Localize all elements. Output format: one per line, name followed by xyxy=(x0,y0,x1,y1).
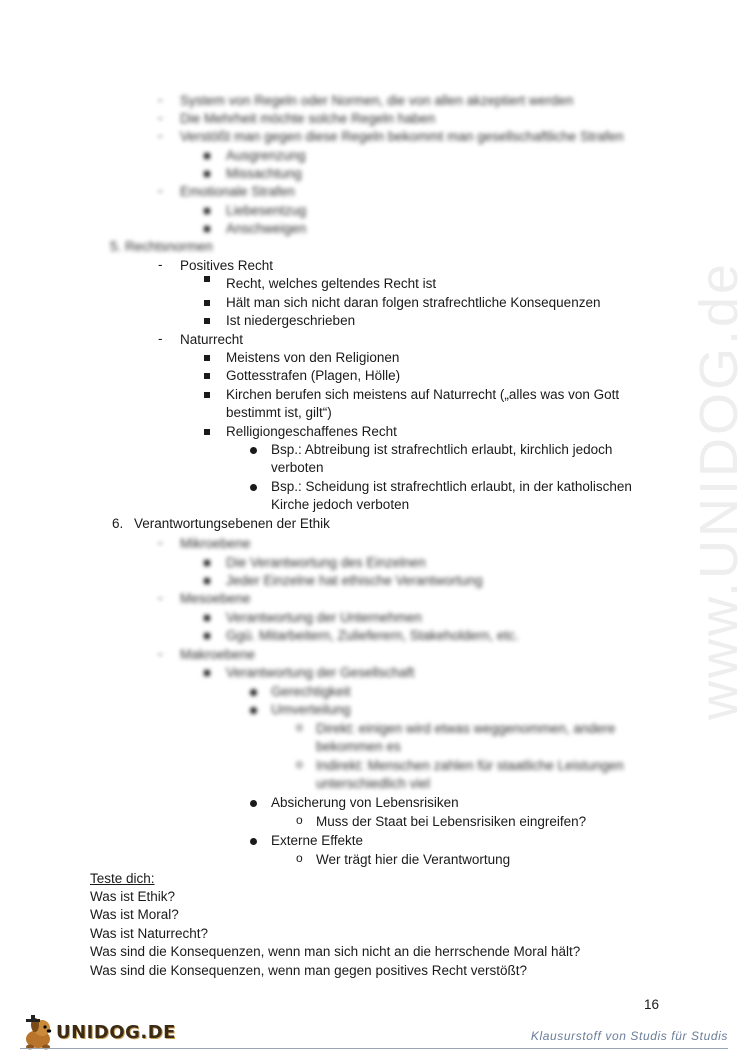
blurred-line: Jeder Einzelne hat ethische Verantwortung xyxy=(226,573,483,588)
quiz-question: Was ist Naturrecht? xyxy=(90,926,209,941)
blurred-line: Umverteilung xyxy=(271,702,351,717)
quiz-question: Was ist Moral? xyxy=(90,907,179,922)
logo-text: UNIDOG.DE xyxy=(56,1022,176,1043)
blurred-line: bekommen es xyxy=(316,739,401,754)
quiz-question: Was ist Ethik? xyxy=(90,889,176,904)
list-item-continuation: verboten xyxy=(271,460,324,475)
blurred-line: Verstößt man gegen diese Regeln bekommt man gesellschaftliche Strafen xyxy=(180,129,624,144)
footer-tagline: Klausurstoff von Studis für Studis xyxy=(530,1029,728,1043)
list-item-naturrecht: Naturrecht xyxy=(180,332,244,347)
blurred-line: Makroebene xyxy=(180,647,256,662)
blurred-line: Liebesentzug xyxy=(226,203,307,218)
quiz-question: Was sind die Konsequenzen, wenn man sich nicht an die herrschende Moral hält? xyxy=(90,944,581,959)
list-item: Kirchen berufen sich meistens auf Naturrecht („alles was von Gott xyxy=(226,387,620,402)
blurred-line: Verantwortung der Gesellschaft xyxy=(226,665,415,680)
blurred-line: Mikroebene xyxy=(180,536,251,551)
blurred-line: Emotionale Strafen xyxy=(180,184,295,199)
blurred-line: Verantwortung der Unternehmen xyxy=(226,610,422,625)
blurred-line: unterschiedlich viel xyxy=(316,776,431,791)
list-item: Gottesstrafen (Plagen, Hölle) xyxy=(226,368,401,383)
blurred-line: Missachtung xyxy=(226,166,302,181)
section-title: Verantwortungsebenen der Ethik xyxy=(134,516,330,531)
blurred-line: Anschweigen xyxy=(226,221,307,236)
blurred-line: Ggü. Mitarbeitern, Zulieferern, Stakeholdern, etc. xyxy=(226,628,519,643)
quiz-question: Was sind die Konsequenzen, wenn man gegen positives Recht verstößt? xyxy=(90,963,527,978)
list-item: Bsp.: Abtreibung ist strafrechtlich erlaubt, kirchlich jedoch xyxy=(271,442,613,457)
blurred-line: Ausgrenzung xyxy=(226,148,306,163)
quiz-heading: Teste dich: xyxy=(90,871,155,886)
list-item: Meistens von den Religionen xyxy=(226,350,400,365)
list-item-continuation: bestimmt ist, gilt“) xyxy=(226,405,332,420)
blurred-line: Die Mehrheit möchte solche Regeln haben xyxy=(180,111,436,126)
blurred-line: Gerechtigkeit xyxy=(271,684,351,699)
list-item: Muss der Staat bei Lebensrisiken eingreifen? xyxy=(316,814,587,829)
list-item: Ist niedergeschrieben xyxy=(226,313,356,328)
blurred-heading: 5. Rechtsnormen xyxy=(110,239,213,254)
blurred-line: Indirekt: Menschen zahlen für staatliche Leistungen xyxy=(316,758,624,773)
watermark-text: www.UNIDOG.de xyxy=(689,260,749,720)
list-item: Hält man sich nicht daran folgen strafrechtliche Konsequenzen xyxy=(226,295,601,310)
blurred-line: Mesoebene xyxy=(180,591,251,606)
list-item: Recht, welches geltendes Recht ist xyxy=(226,276,437,291)
list-item: Externe Effekte xyxy=(271,833,364,848)
blurred-line: Die Verantwortung des Einzelnen xyxy=(226,555,426,570)
blurred-line: Direkt: einigen wird etwas weggenommen, andere xyxy=(316,721,616,736)
list-item-positives-recht: Positives Recht xyxy=(180,258,274,273)
section-number: 6. xyxy=(112,516,124,531)
list-item: Relligiongeschaffenes Recht xyxy=(226,424,397,439)
footer-divider xyxy=(20,1048,728,1049)
blurred-line: System von Regeln oder Normen, die von allen akzeptiert werden xyxy=(180,93,574,108)
list-item: Wer trägt hier die Verantwortung xyxy=(316,852,511,867)
list-item: Absicherung von Lebensrisiken xyxy=(271,795,459,810)
list-item: Bsp.: Scheidung ist strafrechtlich erlaubt, in der katholischen xyxy=(271,479,632,494)
list-item-continuation: Kirche jedoch verboten xyxy=(271,497,410,512)
page-number: 16 xyxy=(644,997,660,1012)
